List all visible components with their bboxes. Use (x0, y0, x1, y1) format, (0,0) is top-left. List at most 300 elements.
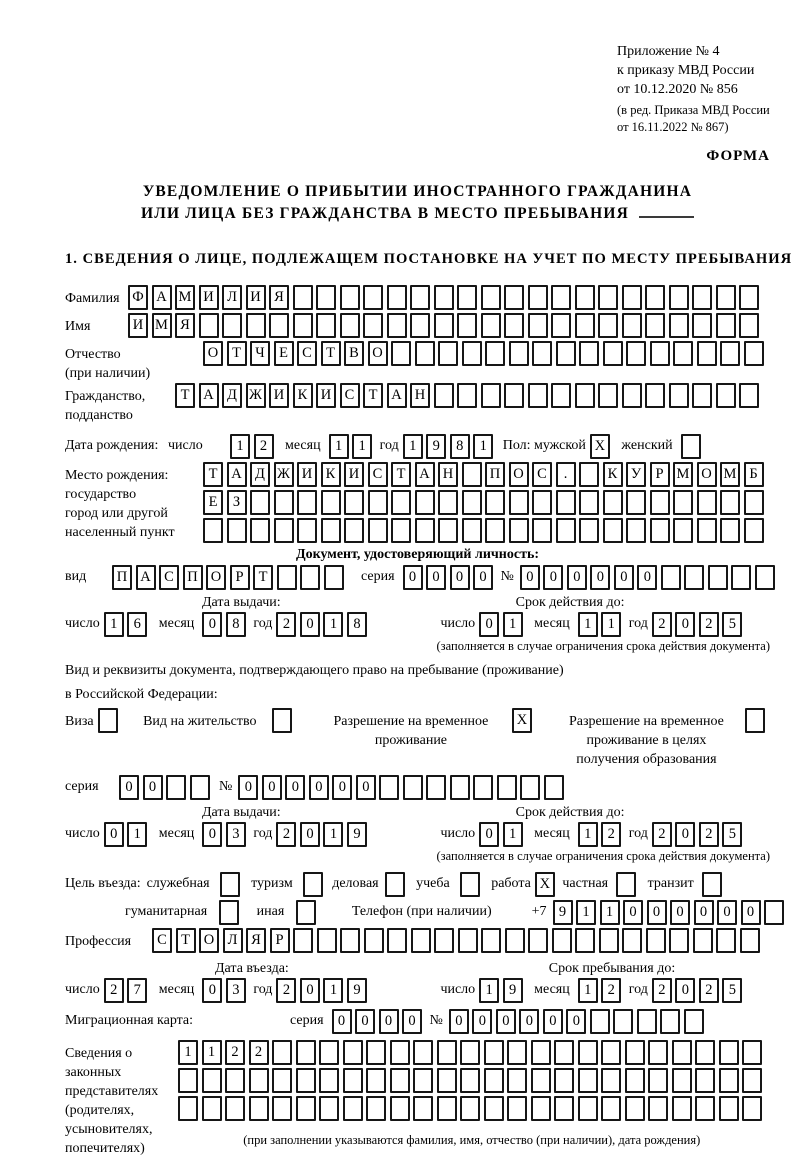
char-cell[interactable] (575, 928, 595, 953)
char-cell[interactable]: 0 (285, 775, 305, 800)
char-cell[interactable] (673, 518, 693, 543)
char-cell[interactable]: И (128, 313, 148, 338)
char-cell[interactable] (300, 565, 320, 590)
char-cell[interactable]: X (512, 708, 532, 733)
char-cell[interactable] (603, 490, 623, 515)
char-cell[interactable] (625, 1096, 645, 1121)
char-cell[interactable]: 3 (226, 978, 246, 1003)
char-cell[interactable] (387, 313, 407, 338)
char-cell[interactable]: З (227, 490, 247, 515)
char-cell[interactable] (387, 285, 407, 310)
char-cell[interactable]: П (183, 565, 203, 590)
char-cell[interactable]: 2 (652, 822, 672, 847)
char-cell[interactable] (340, 313, 360, 338)
char-cell[interactable]: С (532, 462, 552, 487)
char-cell[interactable] (554, 1096, 574, 1121)
char-cell[interactable]: 0 (637, 565, 657, 590)
char-cell[interactable] (509, 518, 529, 543)
char-cell[interactable] (745, 708, 765, 733)
char-cell[interactable] (532, 518, 552, 543)
char-cell[interactable]: 0 (309, 775, 329, 800)
char-cell[interactable]: 9 (347, 822, 367, 847)
char-cell[interactable]: 0 (567, 565, 587, 590)
char-cell[interactable] (552, 928, 572, 953)
char-cell[interactable] (250, 490, 270, 515)
char-cell[interactable] (742, 1040, 762, 1065)
char-cell[interactable] (622, 285, 642, 310)
char-cell[interactable] (343, 1068, 363, 1093)
char-cell[interactable] (413, 1096, 433, 1121)
char-cell[interactable]: А (387, 383, 407, 408)
char-cell[interactable] (695, 1096, 715, 1121)
char-cell[interactable] (531, 1040, 551, 1065)
char-cell[interactable] (661, 565, 681, 590)
char-cell[interactable] (434, 285, 454, 310)
char-cell[interactable]: 0 (402, 1009, 422, 1034)
char-cell[interactable] (551, 285, 571, 310)
char-cell[interactable] (481, 928, 501, 953)
char-cell[interactable]: 1 (473, 434, 493, 459)
char-cell[interactable] (293, 313, 313, 338)
char-cell[interactable] (484, 1068, 504, 1093)
char-cell[interactable] (227, 518, 247, 543)
char-cell[interactable]: М (673, 462, 693, 487)
char-cell[interactable]: 1 (578, 612, 598, 637)
char-cell[interactable] (645, 285, 665, 310)
char-cell[interactable] (599, 928, 619, 953)
char-cell[interactable]: Д (250, 462, 270, 487)
char-cell[interactable] (556, 518, 576, 543)
char-cell[interactable] (742, 1068, 762, 1093)
char-cell[interactable] (695, 1040, 715, 1065)
char-cell[interactable] (366, 1040, 386, 1065)
char-cell[interactable]: О (509, 462, 529, 487)
char-cell[interactable]: С (159, 565, 179, 590)
char-cell[interactable]: 0 (543, 565, 563, 590)
char-cell[interactable]: 1 (352, 434, 372, 459)
char-cell[interactable]: 0 (262, 775, 282, 800)
char-cell[interactable] (625, 1040, 645, 1065)
char-cell[interactable] (344, 518, 364, 543)
char-cell[interactable] (316, 285, 336, 310)
char-cell[interactable] (481, 313, 501, 338)
char-cell[interactable] (202, 1096, 222, 1121)
char-cell[interactable] (385, 872, 405, 897)
char-cell[interactable] (697, 518, 717, 543)
char-cell[interactable]: Л (222, 285, 242, 310)
char-cell[interactable]: 0 (496, 1009, 516, 1034)
char-cell[interactable]: 0 (238, 775, 258, 800)
char-cell[interactable]: Т (391, 462, 411, 487)
char-cell[interactable] (622, 313, 642, 338)
char-cell[interactable] (434, 383, 454, 408)
char-cell[interactable]: 0 (614, 565, 634, 590)
char-cell[interactable]: 9 (553, 900, 573, 925)
char-cell[interactable]: 0 (143, 775, 163, 800)
char-cell[interactable] (650, 490, 670, 515)
char-cell[interactable]: 0 (647, 900, 667, 925)
char-cell[interactable]: 0 (675, 822, 695, 847)
char-cell[interactable]: И (269, 383, 289, 408)
char-cell[interactable] (457, 313, 477, 338)
char-cell[interactable]: И (344, 462, 364, 487)
char-cell[interactable] (720, 490, 740, 515)
char-cell[interactable] (437, 1068, 457, 1093)
char-cell[interactable] (303, 872, 323, 897)
char-cell[interactable]: И (297, 462, 317, 487)
char-cell[interactable] (166, 775, 186, 800)
char-cell[interactable]: 0 (202, 612, 222, 637)
char-cell[interactable] (673, 490, 693, 515)
char-cell[interactable] (598, 285, 618, 310)
char-cell[interactable] (219, 900, 239, 925)
char-cell[interactable]: К (603, 462, 623, 487)
char-cell[interactable]: 0 (300, 978, 320, 1003)
char-cell[interactable] (648, 1040, 668, 1065)
char-cell[interactable]: 0 (104, 822, 124, 847)
char-cell[interactable] (460, 872, 480, 897)
char-cell[interactable]: Л (223, 928, 243, 953)
char-cell[interactable]: 2 (652, 978, 672, 1003)
char-cell[interactable]: И (246, 285, 266, 310)
char-cell[interactable] (178, 1068, 198, 1093)
char-cell[interactable] (740, 928, 760, 953)
char-cell[interactable]: 0 (473, 565, 493, 590)
char-cell[interactable] (249, 1096, 269, 1121)
char-cell[interactable] (504, 313, 524, 338)
char-cell[interactable]: 0 (202, 822, 222, 847)
char-cell[interactable]: 1 (329, 434, 349, 459)
char-cell[interactable]: 8 (347, 612, 367, 637)
char-cell[interactable] (716, 928, 736, 953)
char-cell[interactable] (297, 490, 317, 515)
char-cell[interactable] (391, 518, 411, 543)
char-cell[interactable]: 0 (472, 1009, 492, 1034)
char-cell[interactable] (731, 565, 751, 590)
char-cell[interactable] (532, 341, 552, 366)
char-cell[interactable]: Я (175, 313, 195, 338)
char-cell[interactable] (702, 872, 722, 897)
char-cell[interactable]: А (227, 462, 247, 487)
char-cell[interactable]: Д (222, 383, 242, 408)
char-cell[interactable]: Т (203, 462, 223, 487)
char-cell[interactable]: 0 (426, 565, 446, 590)
char-cell[interactable]: 0 (694, 900, 714, 925)
char-cell[interactable] (505, 928, 525, 953)
char-cell[interactable] (296, 900, 316, 925)
char-cell[interactable] (484, 1040, 504, 1065)
char-cell[interactable] (672, 1096, 692, 1121)
char-cell[interactable]: Р (230, 565, 250, 590)
char-cell[interactable] (319, 1040, 339, 1065)
char-cell[interactable] (98, 708, 118, 733)
char-cell[interactable] (744, 518, 764, 543)
char-cell[interactable]: 2 (601, 822, 621, 847)
char-cell[interactable] (637, 1009, 657, 1034)
char-cell[interactable]: 0 (332, 775, 352, 800)
char-cell[interactable] (720, 341, 740, 366)
char-cell[interactable] (462, 490, 482, 515)
char-cell[interactable] (579, 462, 599, 487)
char-cell[interactable] (297, 518, 317, 543)
char-cell[interactable]: 1 (323, 612, 343, 637)
char-cell[interactable]: 2 (254, 434, 274, 459)
char-cell[interactable] (415, 490, 435, 515)
char-cell[interactable]: М (175, 285, 195, 310)
char-cell[interactable] (672, 1068, 692, 1093)
char-cell[interactable] (457, 285, 477, 310)
char-cell[interactable]: 0 (741, 900, 761, 925)
char-cell[interactable] (415, 341, 435, 366)
char-cell[interactable]: 0 (623, 900, 643, 925)
char-cell[interactable]: М (720, 462, 740, 487)
char-cell[interactable]: К (293, 383, 313, 408)
char-cell[interactable] (739, 285, 759, 310)
char-cell[interactable] (645, 313, 665, 338)
char-cell[interactable] (590, 1009, 610, 1034)
char-cell[interactable]: 0 (300, 822, 320, 847)
char-cell[interactable] (544, 775, 564, 800)
char-cell[interactable] (578, 1040, 598, 1065)
char-cell[interactable]: 1 (104, 612, 124, 637)
char-cell[interactable] (601, 1068, 621, 1093)
char-cell[interactable]: И (199, 285, 219, 310)
char-cell[interactable] (601, 1040, 621, 1065)
char-cell[interactable]: 0 (717, 900, 737, 925)
char-cell[interactable]: 0 (675, 612, 695, 637)
char-cell[interactable] (438, 341, 458, 366)
char-cell[interactable] (368, 518, 388, 543)
char-cell[interactable] (646, 928, 666, 953)
char-cell[interactable] (708, 565, 728, 590)
char-cell[interactable] (485, 518, 505, 543)
char-cell[interactable] (648, 1068, 668, 1093)
char-cell[interactable]: О (697, 462, 717, 487)
char-cell[interactable]: . (556, 462, 576, 487)
char-cell[interactable]: М (152, 313, 172, 338)
char-cell[interactable]: 5 (722, 978, 742, 1003)
char-cell[interactable]: П (485, 462, 505, 487)
char-cell[interactable]: Т (176, 928, 196, 953)
char-cell[interactable] (460, 1040, 480, 1065)
char-cell[interactable]: И (316, 383, 336, 408)
char-cell[interactable] (460, 1096, 480, 1121)
char-cell[interactable] (739, 313, 759, 338)
char-cell[interactable]: 0 (520, 565, 540, 590)
char-cell[interactable] (578, 1096, 598, 1121)
char-cell[interactable] (277, 565, 297, 590)
char-cell[interactable]: 2 (276, 978, 296, 1003)
char-cell[interactable]: 2 (276, 612, 296, 637)
char-cell[interactable] (366, 1068, 386, 1093)
char-cell[interactable] (274, 490, 294, 515)
char-cell[interactable] (695, 1068, 715, 1093)
char-cell[interactable] (684, 1009, 704, 1034)
char-cell[interactable] (598, 313, 618, 338)
char-cell[interactable] (622, 928, 642, 953)
char-cell[interactable] (220, 872, 240, 897)
char-cell[interactable] (391, 341, 411, 366)
char-cell[interactable]: Н (410, 383, 430, 408)
char-cell[interactable]: 1 (601, 612, 621, 637)
char-cell[interactable] (755, 565, 775, 590)
char-cell[interactable]: Р (650, 462, 670, 487)
char-cell[interactable]: С (297, 341, 317, 366)
char-cell[interactable] (343, 1096, 363, 1121)
char-cell[interactable] (556, 490, 576, 515)
char-cell[interactable]: 7 (127, 978, 147, 1003)
char-cell[interactable]: 0 (590, 565, 610, 590)
char-cell[interactable]: Я (246, 928, 266, 953)
char-cell[interactable] (379, 775, 399, 800)
char-cell[interactable] (528, 313, 548, 338)
char-cell[interactable] (681, 434, 701, 459)
char-cell[interactable] (481, 383, 501, 408)
char-cell[interactable] (497, 775, 517, 800)
char-cell[interactable] (626, 518, 646, 543)
char-cell[interactable] (317, 928, 337, 953)
char-cell[interactable] (390, 1096, 410, 1121)
char-cell[interactable]: А (136, 565, 156, 590)
char-cell[interactable] (250, 518, 270, 543)
char-cell[interactable]: 8 (450, 434, 470, 459)
char-cell[interactable] (450, 775, 470, 800)
char-cell[interactable] (575, 383, 595, 408)
char-cell[interactable] (344, 490, 364, 515)
char-cell[interactable]: Я (269, 285, 289, 310)
char-cell[interactable]: 1 (323, 822, 343, 847)
char-cell[interactable] (316, 313, 336, 338)
char-cell[interactable] (319, 1068, 339, 1093)
char-cell[interactable] (222, 313, 242, 338)
char-cell[interactable] (697, 341, 717, 366)
char-cell[interactable] (650, 341, 670, 366)
char-cell[interactable] (296, 1068, 316, 1093)
char-cell[interactable] (410, 313, 430, 338)
char-cell[interactable] (272, 1068, 292, 1093)
char-cell[interactable] (739, 383, 759, 408)
char-cell[interactable] (225, 1096, 245, 1121)
char-cell[interactable]: 2 (699, 978, 719, 1003)
char-cell[interactable]: Н (438, 462, 458, 487)
char-cell[interactable]: 6 (127, 612, 147, 637)
char-cell[interactable] (413, 1040, 433, 1065)
char-cell[interactable] (484, 1096, 504, 1121)
char-cell[interactable]: Ф (128, 285, 148, 310)
char-cell[interactable]: 1 (178, 1040, 198, 1065)
char-cell[interactable]: 0 (449, 1009, 469, 1034)
char-cell[interactable]: 1 (230, 434, 250, 459)
char-cell[interactable] (719, 1068, 739, 1093)
char-cell[interactable] (457, 383, 477, 408)
char-cell[interactable]: О (368, 341, 388, 366)
char-cell[interactable] (744, 341, 764, 366)
char-cell[interactable]: 0 (332, 1009, 352, 1034)
char-cell[interactable]: В (344, 341, 364, 366)
char-cell[interactable] (368, 490, 388, 515)
char-cell[interactable] (603, 341, 623, 366)
char-cell[interactable] (340, 285, 360, 310)
char-cell[interactable] (411, 928, 431, 953)
char-cell[interactable]: X (590, 434, 610, 459)
char-cell[interactable]: 1 (479, 978, 499, 1003)
char-cell[interactable] (272, 708, 292, 733)
char-cell[interactable]: 0 (519, 1009, 539, 1034)
char-cell[interactable] (764, 900, 784, 925)
char-cell[interactable] (246, 313, 266, 338)
char-cell[interactable] (601, 1096, 621, 1121)
char-cell[interactable] (458, 928, 478, 953)
char-cell[interactable]: 1 (503, 612, 523, 637)
char-cell[interactable]: 9 (347, 978, 367, 1003)
char-cell[interactable] (509, 341, 529, 366)
char-cell[interactable] (202, 1068, 222, 1093)
char-cell[interactable] (509, 490, 529, 515)
char-cell[interactable]: А (152, 285, 172, 310)
char-cell[interactable] (575, 285, 595, 310)
char-cell[interactable] (462, 341, 482, 366)
char-cell[interactable]: Р (270, 928, 290, 953)
char-cell[interactable] (485, 490, 505, 515)
char-cell[interactable]: 0 (479, 612, 499, 637)
char-cell[interactable] (719, 1040, 739, 1065)
char-cell[interactable] (669, 383, 689, 408)
char-cell[interactable] (692, 383, 712, 408)
char-cell[interactable] (645, 383, 665, 408)
char-cell[interactable]: Т (175, 383, 195, 408)
char-cell[interactable] (554, 1068, 574, 1093)
char-cell[interactable] (648, 1096, 668, 1121)
char-cell[interactable] (579, 490, 599, 515)
char-cell[interactable] (692, 313, 712, 338)
char-cell[interactable]: 0 (670, 900, 690, 925)
char-cell[interactable]: 0 (543, 1009, 563, 1034)
char-cell[interactable]: С (152, 928, 172, 953)
char-cell[interactable]: 9 (503, 978, 523, 1003)
char-cell[interactable] (673, 341, 693, 366)
char-cell[interactable] (340, 928, 360, 953)
char-cell[interactable] (660, 1009, 680, 1034)
char-cell[interactable] (626, 341, 646, 366)
char-cell[interactable] (742, 1096, 762, 1121)
char-cell[interactable] (203, 518, 223, 543)
char-cell[interactable] (363, 313, 383, 338)
char-cell[interactable]: 1 (578, 978, 598, 1003)
char-cell[interactable] (296, 1040, 316, 1065)
char-cell[interactable] (528, 928, 548, 953)
char-cell[interactable]: 0 (566, 1009, 586, 1034)
char-cell[interactable] (716, 383, 736, 408)
char-cell[interactable]: Т (321, 341, 341, 366)
char-cell[interactable]: 0 (119, 775, 139, 800)
char-cell[interactable] (744, 490, 764, 515)
char-cell[interactable] (556, 341, 576, 366)
char-cell[interactable] (693, 928, 713, 953)
char-cell[interactable] (551, 383, 571, 408)
char-cell[interactable]: 1 (576, 900, 596, 925)
char-cell[interactable] (578, 1068, 598, 1093)
char-cell[interactable]: О (206, 565, 226, 590)
char-cell[interactable] (603, 518, 623, 543)
char-cell[interactable] (324, 565, 344, 590)
char-cell[interactable]: С (340, 383, 360, 408)
char-cell[interactable]: С (368, 462, 388, 487)
char-cell[interactable] (507, 1068, 527, 1093)
char-cell[interactable]: Т (253, 565, 273, 590)
char-cell[interactable] (438, 490, 458, 515)
char-cell[interactable] (575, 313, 595, 338)
char-cell[interactable]: 1 (202, 1040, 222, 1065)
